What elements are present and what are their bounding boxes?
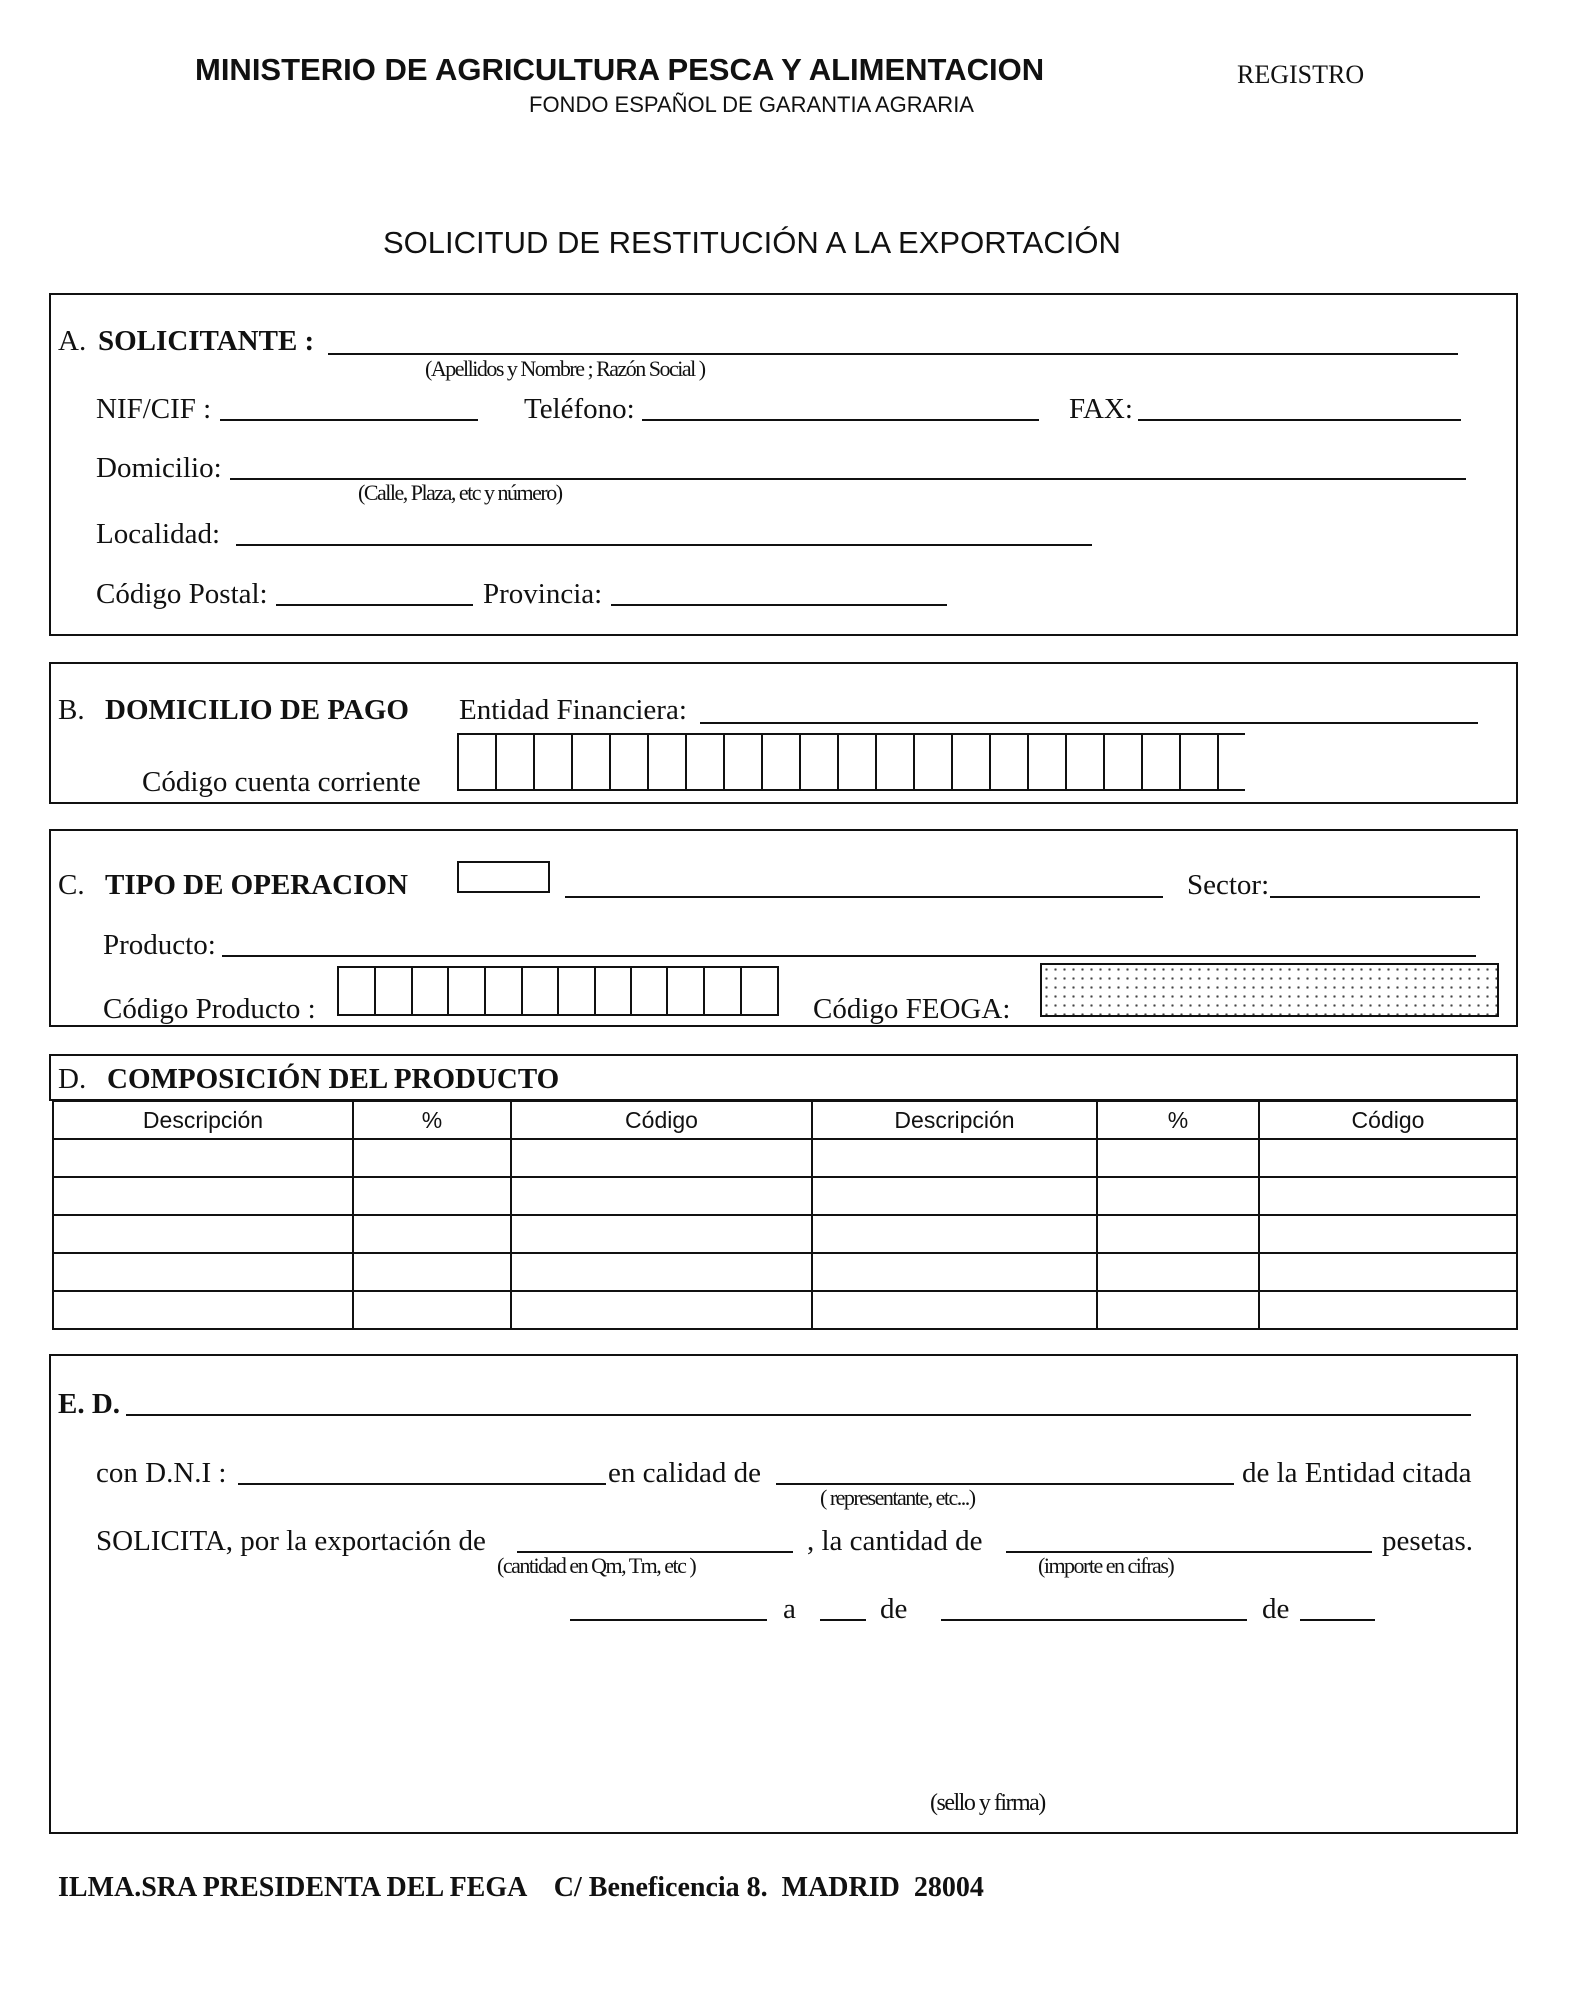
- column-header-code-1: Código: [511, 1101, 812, 1139]
- table-cell[interactable]: [812, 1291, 1097, 1329]
- table-cell[interactable]: [53, 1253, 353, 1291]
- applicant-name-hint: (Apellidos y Nombre ; Razón Social ): [425, 356, 705, 381]
- section-b-heading: DOMICILIO DE PAGO: [105, 694, 409, 726]
- dni-label: con D.N.I :: [96, 1457, 227, 1489]
- capacity-hint: ( representante, etc...): [820, 1485, 975, 1510]
- currency-label: pesetas.: [1382, 1525, 1473, 1557]
- feoga-code-box: [1040, 963, 1499, 1017]
- composition-table: [52, 1100, 1518, 1330]
- table-cell[interactable]: [1259, 1139, 1517, 1177]
- section-e-heading: E. D.: [58, 1388, 121, 1420]
- fund-subtitle: FONDO ESPAÑOL DE GARANTIA AGRARIA: [529, 92, 974, 117]
- address-hint: (Calle, Plaza, etc y número): [358, 480, 562, 505]
- table-cell[interactable]: [511, 1253, 812, 1291]
- signature-hint: (sello y firma): [930, 1790, 1045, 1816]
- product-label: Producto:: [103, 929, 216, 961]
- table-row: [53, 1139, 1517, 1177]
- registry-label: REGISTRO: [1237, 60, 1365, 89]
- table-cell[interactable]: [812, 1253, 1097, 1291]
- product-field[interactable]: [222, 955, 1476, 957]
- amount-label: , la cantidad de: [807, 1525, 983, 1557]
- section-d-heading: COMPOSICIÓN DEL PRODUCTO: [107, 1063, 560, 1095]
- table-cell[interactable]: [353, 1215, 511, 1253]
- column-header-percent-2: %: [1097, 1101, 1259, 1139]
- table-cell[interactable]: [1259, 1215, 1517, 1253]
- table-cell[interactable]: [53, 1177, 353, 1215]
- table-cell[interactable]: [353, 1177, 511, 1215]
- dni-field[interactable]: [238, 1483, 606, 1485]
- sector-label: Sector:: [1187, 869, 1270, 901]
- table-cell[interactable]: [1097, 1139, 1259, 1177]
- province-field[interactable]: [611, 604, 947, 606]
- table-row: [53, 1215, 1517, 1253]
- date-place-field[interactable]: [570, 1619, 767, 1621]
- capacity-label: en calidad de: [608, 1457, 761, 1489]
- table-cell[interactable]: [812, 1139, 1097, 1177]
- operation-description-field[interactable]: [565, 896, 1163, 898]
- table-row: [53, 1253, 1517, 1291]
- product-code-label: Código Producto :: [103, 993, 316, 1025]
- column-header-code-2: Código: [1259, 1101, 1517, 1139]
- table-cell[interactable]: [511, 1215, 812, 1253]
- section-a-letter: A.: [58, 325, 87, 357]
- section-c-heading: TIPO DE OPERACION: [105, 869, 408, 901]
- table-cell[interactable]: [53, 1291, 353, 1329]
- table-cell[interactable]: [353, 1253, 511, 1291]
- column-header-description-1: Descripción: [53, 1101, 353, 1139]
- table-cell[interactable]: [1097, 1253, 1259, 1291]
- footer-address: ILMA.SRA PRESIDENTA DEL FEGA C/ Beneficencia 8. MADRID 28004: [58, 1872, 984, 1903]
- quantity-hint: (cantidad en Qm, Tm, etc ): [497, 1553, 696, 1578]
- form-title: SOLICITUD DE RESTITUCIÓN A LA EXPORTACIÓN: [383, 225, 1121, 260]
- postal-code-label: Código Postal:: [96, 578, 268, 610]
- phone-field[interactable]: [642, 419, 1039, 421]
- ministry-title: MINISTERIO DE AGRICULTURA PESCA Y ALIMENTACION: [195, 52, 1045, 87]
- applicant-name-field[interactable]: [328, 353, 1458, 355]
- product-code-cells[interactable]: [337, 966, 779, 1016]
- section-c-letter: C.: [58, 869, 85, 901]
- table-cell[interactable]: [353, 1291, 511, 1329]
- feoga-label: Código FEOGA:: [813, 993, 1011, 1025]
- request-label: SOLICITA, por la exportación de: [96, 1525, 486, 1557]
- address-label: Domicilio:: [96, 452, 222, 484]
- entity-label: de la Entidad citada: [1242, 1457, 1472, 1489]
- table-row: [53, 1291, 1517, 1329]
- date-year-field[interactable]: [1300, 1619, 1375, 1621]
- nif-label: NIF/CIF :: [96, 393, 212, 425]
- account-code-cells[interactable]: [457, 733, 1245, 791]
- table-cell[interactable]: [1259, 1177, 1517, 1215]
- section-b-letter: B.: [58, 694, 85, 726]
- table-cell[interactable]: [1259, 1253, 1517, 1291]
- table-cell[interactable]: [812, 1177, 1097, 1215]
- section-d-letter: D.: [58, 1063, 87, 1095]
- fax-label: FAX:: [1069, 393, 1133, 425]
- sector-field[interactable]: [1270, 896, 1480, 898]
- table-cell[interactable]: [1097, 1177, 1259, 1215]
- table-cell[interactable]: [53, 1139, 353, 1177]
- date-day-field[interactable]: [820, 1619, 866, 1621]
- table-cell[interactable]: [1097, 1215, 1259, 1253]
- fax-field[interactable]: [1138, 419, 1461, 421]
- table-cell[interactable]: [511, 1139, 812, 1177]
- date-de-label-2: de: [1262, 1593, 1290, 1625]
- locality-label: Localidad:: [96, 518, 221, 550]
- table-cell[interactable]: [353, 1139, 511, 1177]
- table-cell[interactable]: [511, 1291, 812, 1329]
- date-de-label-1: de: [880, 1593, 908, 1625]
- table-cell[interactable]: [1259, 1291, 1517, 1329]
- composition-header-row: [53, 1101, 1517, 1139]
- locality-field[interactable]: [236, 544, 1092, 546]
- declarant-name-field[interactable]: [126, 1414, 1471, 1416]
- table-cell[interactable]: [511, 1177, 812, 1215]
- account-label: Código cuenta corriente: [142, 766, 421, 798]
- nif-field[interactable]: [220, 419, 478, 421]
- bank-label: Entidad Financiera:: [459, 694, 687, 726]
- table-cell[interactable]: [1097, 1291, 1259, 1329]
- column-header-percent-1: %: [353, 1101, 511, 1139]
- phone-label: Teléfono:: [524, 393, 635, 425]
- table-cell[interactable]: [812, 1215, 1097, 1253]
- amount-hint: (importe en cifras): [1038, 1553, 1174, 1578]
- table-row: [53, 1177, 1517, 1215]
- postal-code-field[interactable]: [276, 604, 473, 606]
- column-header-description-2: Descripción: [812, 1101, 1097, 1139]
- date-month-field[interactable]: [941, 1619, 1247, 1621]
- operation-type-box[interactable]: [457, 861, 550, 893]
- bank-field[interactable]: [700, 722, 1478, 724]
- date-a-label: a: [783, 1593, 796, 1625]
- province-label: Provincia:: [483, 578, 603, 610]
- table-cell[interactable]: [53, 1215, 353, 1253]
- section-a-heading: SOLICITANTE :: [98, 325, 315, 357]
